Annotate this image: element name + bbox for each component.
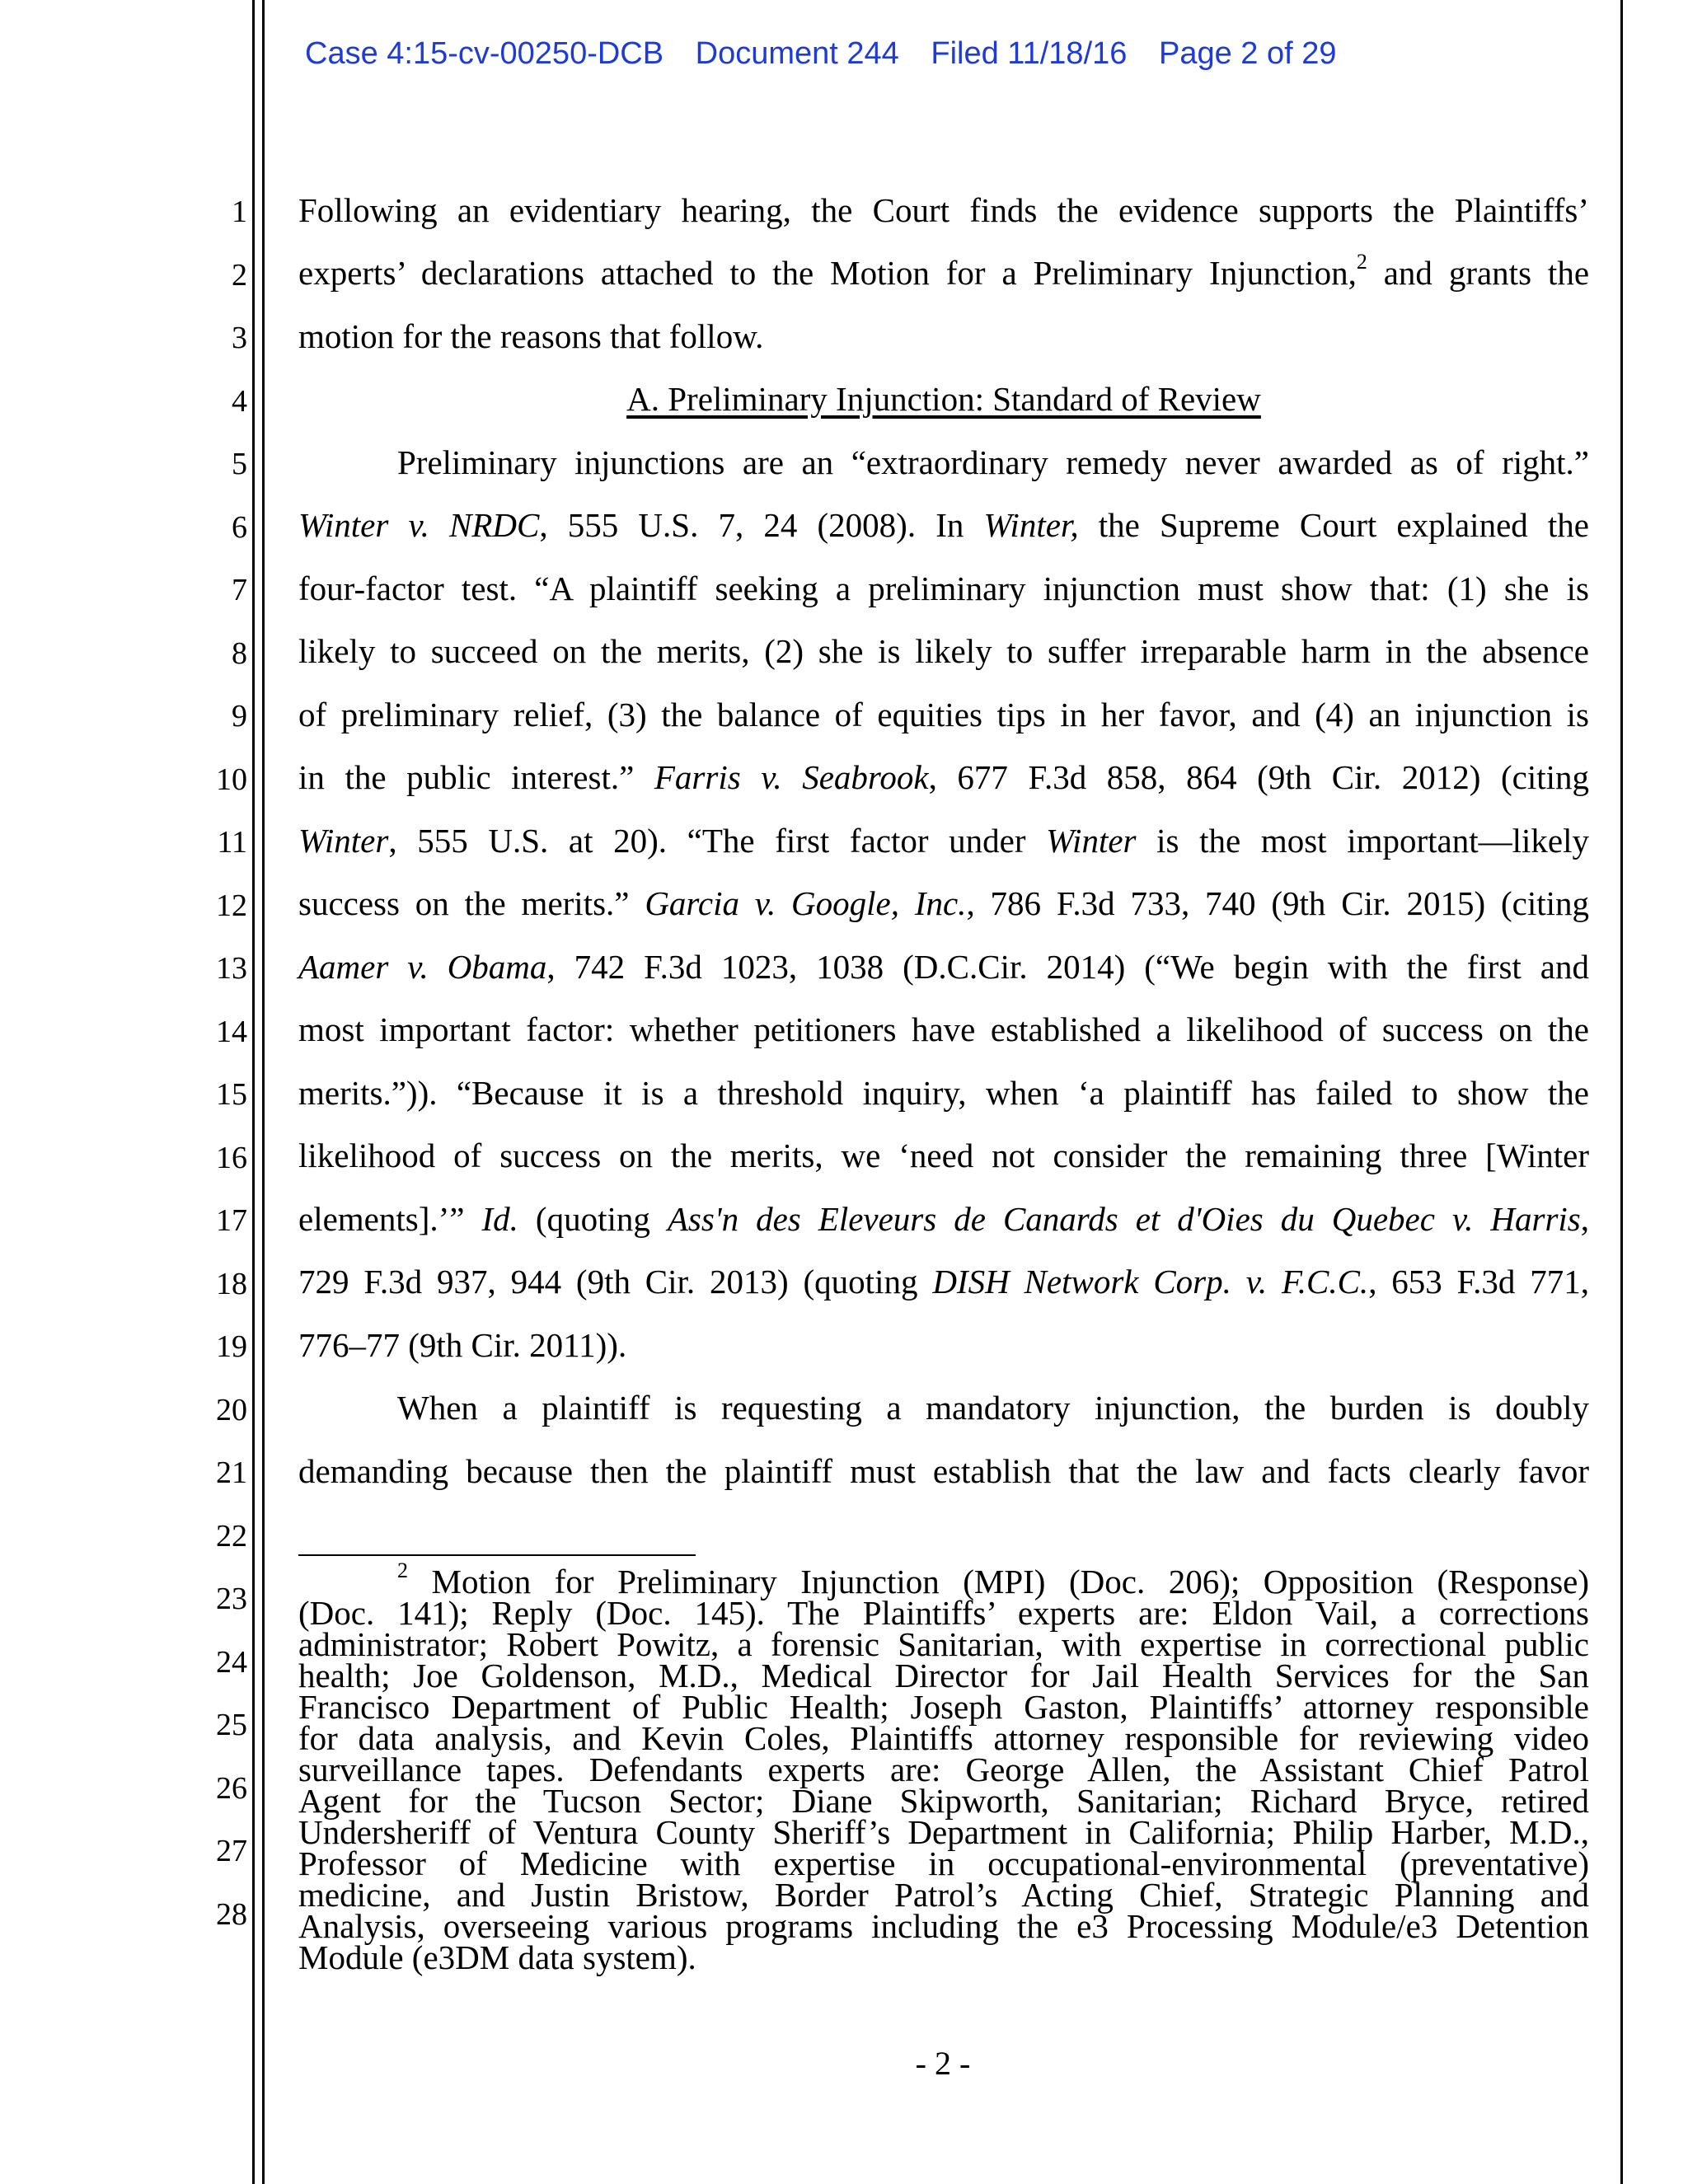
- body-line-2: experts’ declarations attached to the Motion for a Preliminary Injunction,$^2$ and grants the: [298, 250, 1590, 292]
- footnote-line: Module (e3DM data system).: [298, 1938, 696, 1976]
- footnote-line: administrator; Robert Powitz, a forensic Sanitarian, with expertise in correctional public: [298, 1625, 1589, 1663]
- body-line-8: likely to succeed on the merits, (2) she is likely to suffer irreparable harm in the absence: [298, 632, 1589, 670]
- body-line-10: in the public interest.” Farris v. Seabrook, 677 F.3d 858, 864 (9th Cir. 2012) (citing: [298, 758, 1589, 796]
- footnote-line: Undersheriff of Ventura County Sheriff’s Department in California; Philip Harber, M.D.,: [298, 1813, 1589, 1851]
- line-number: 12: [216, 888, 247, 923]
- footnote-ref: 2: [1356, 250, 1367, 274]
- line-number: 27: [216, 1834, 247, 1868]
- body-line-13: Aamer v. Obama, 742 F.3d 1023, 1038 (D.C.Cir. 2014) (“We begin with the first and: [298, 948, 1589, 986]
- left-margin-rule-outer: [252, 0, 255, 2184]
- footnote-line: Professor of Medicine with expertise in occupational-environmental (preventative): [298, 1844, 1589, 1882]
- body-line-16: likelihood of success on the merits, we ‘need not consider the remaining three [Winter: [298, 1137, 1589, 1174]
- line-number: 4: [232, 383, 247, 419]
- page-number: - 2 -: [915, 2045, 971, 2082]
- line-number: 28: [216, 1896, 247, 1932]
- footnote-line: medicine, and Justin Bristow, Border Patrol’s Acting Chief, Strategic Planning and: [298, 1876, 1589, 1914]
- footnote-separator: [298, 1554, 696, 1556]
- line-number: 11: [217, 825, 247, 860]
- body-line-3: motion for the reasons that follow.: [298, 317, 764, 355]
- case-citation: Winter v. NRDC: [298, 506, 540, 544]
- footnote-line: (Doc. 141); Reply (Doc. 145). The Plaintiffs’ experts are: Eldon Vail, a corrections: [298, 1594, 1589, 1632]
- body-line-21: demanding because then the plaintiff must establish that the law and facts clearly favor: [298, 1452, 1589, 1490]
- line-number: 16: [216, 1140, 247, 1175]
- case-citation: Ass'n des Eleveurs de Canards et d'Oies du Quebec v. Harris: [667, 1200, 1581, 1238]
- case-citation: Aamer v. Obama: [298, 948, 547, 986]
- line-number: 9: [232, 699, 247, 733]
- case-citation: Garcia v. Google, Inc.: [645, 884, 967, 922]
- footnote-line: Agent for the Tucson Sector; Diane Skipworth, Sanitarian; Richard Bryce, retired: [298, 1782, 1589, 1820]
- filed-date: Filed 11/18/16: [931, 36, 1128, 71]
- line-number: 1: [232, 194, 247, 229]
- line-number: 14: [216, 1014, 247, 1049]
- case-number: Case 4:15-cv-00250-DCB: [305, 36, 664, 71]
- line-number: 13: [216, 951, 247, 986]
- body-line-7: four-factor test. “A plaintiff seeking a preliminary injunction must show that: (1) she is: [298, 569, 1589, 607]
- body-line-20: When a plaintiff is requesting a mandatory injunction, the burden is doubly: [397, 1389, 1589, 1427]
- line-number: 15: [216, 1077, 247, 1112]
- body-line-11: Winter, 555 U.S. at 20). “The first factor under Winter is the most important—likely: [298, 822, 1589, 860]
- line-number: 2: [232, 257, 247, 293]
- line-number: 26: [216, 1770, 247, 1806]
- line-number: 25: [216, 1708, 247, 1742]
- line-number: 10: [216, 762, 247, 797]
- section-heading: A. Preliminary Injunction: Standard of Review: [626, 380, 1261, 418]
- footnote-line: surveillance tapes. Defendants experts are: George Allen, the Assistant Chief Patrol: [298, 1750, 1589, 1788]
- body-line-17: elements].’” Id. (quoting Ass'n des Eleveurs de Canards et d'Oies du Quebec v. Harris,: [298, 1200, 1589, 1238]
- line-number: 19: [216, 1329, 247, 1364]
- right-margin-rule: [1620, 0, 1623, 2184]
- case-citation: DISH Network Corp. v. F.C.C.: [932, 1263, 1369, 1301]
- line-number: 21: [216, 1455, 247, 1490]
- line-number: 20: [216, 1392, 247, 1427]
- line-number: 24: [216, 1644, 247, 1680]
- body-line-5: Preliminary injunctions are an “extraordinary remedy never awarded as of right.”: [397, 443, 1589, 481]
- footnote-line: Francisco Department of Public Health; Joseph Gaston, Plaintiffs’ attorney responsible: [298, 1688, 1589, 1726]
- left-margin-rule-inner: [262, 0, 265, 2184]
- body-line-9: of preliminary relief, (3) the balance of equities tips in her favor, and (4) an injunction is: [298, 696, 1589, 733]
- body-line-12: success on the merits.” Garcia v. Google, Inc., 786 F.3d 733, 740 (9th Cir. 2015) (citing: [298, 884, 1589, 922]
- line-number: 3: [232, 321, 247, 355]
- case-header: [305, 36, 1459, 79]
- line-number: 18: [216, 1266, 247, 1301]
- body-line-18: 729 F.3d 937, 944 (9th Cir. 2013) (quoting DISH Network Corp. v. F.C.C., 653 F.3d 771,: [298, 1263, 1590, 1301]
- footnote-marker: 2: [397, 1558, 408, 1583]
- page-count: Page 2 of 29: [1158, 36, 1337, 71]
- document-number: Document 244: [695, 36, 899, 71]
- line-number: 8: [232, 635, 247, 671]
- body-line-15: merits.”)). “Because it is a threshold inquiry, when ‘a plaintiff has failed to show the: [298, 1074, 1589, 1112]
- footnote-line: for data analysis, and Kevin Coles, Plaintiffs attorney responsible for reviewing video: [298, 1719, 1589, 1757]
- body-line-14: most important factor: whether petitioners have established a likelihood of success on the: [298, 1010, 1589, 1048]
- line-number: 23: [216, 1582, 247, 1616]
- footnote-line: $^2$ Motion for Preliminary Injunction (MPI) (Doc. 206); Opposition (Response): [397, 1558, 1589, 1601]
- line-number: 17: [216, 1203, 247, 1238]
- line-number: 22: [216, 1518, 247, 1554]
- line-number: 6: [232, 509, 247, 545]
- case-citation: Farris v. Seabrook: [654, 758, 929, 796]
- line-number: 5: [232, 447, 247, 481]
- line-number: 7: [232, 573, 247, 607]
- footnote-line: health; Joe Goldenson, M.D., Medical Director for Jail Health Services for the San: [298, 1657, 1589, 1694]
- body-line-1: Following an evidentiary hearing, the Court finds the evidence supports the Plaintiffs’: [298, 191, 1589, 229]
- body-line-19: 776–77 (9th Cir. 2011)).: [298, 1326, 627, 1364]
- body-line-6: Winter v. NRDC, 555 U.S. 7, 24 (2008). In Winter, the Supreme Court explained the: [298, 506, 1590, 544]
- footnote-line: Analysis, overseeing various programs including the e3 Processing Module/e3 Detention: [298, 1907, 1589, 1945]
